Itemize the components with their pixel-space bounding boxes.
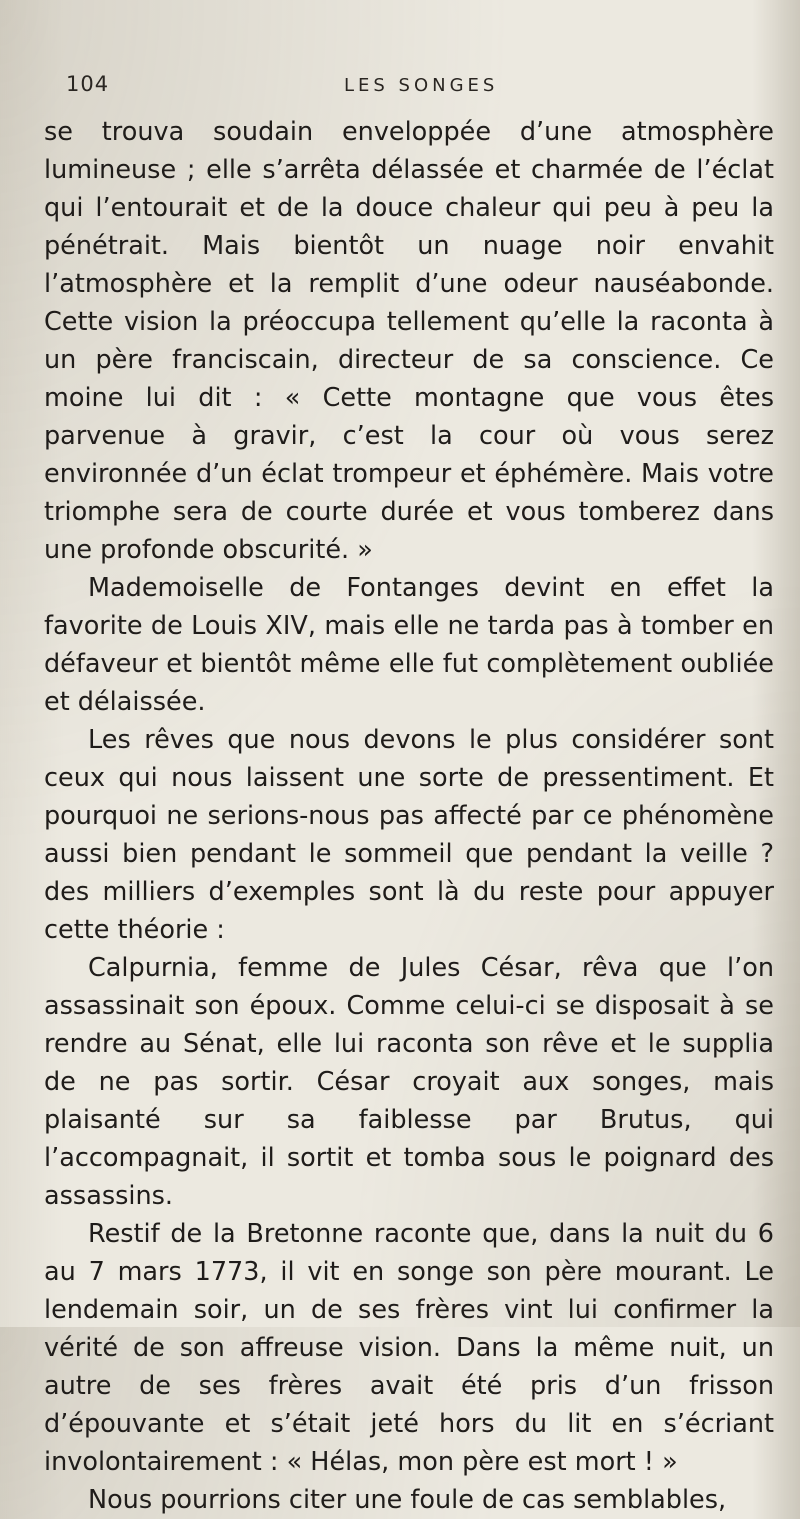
paragraph-4: Calpurnia, femme de Jules César, rêva que l’on assassinait son époux. Comme celui-ci se disposait à se rendre au Sénat, elle lui raconta son rêve et le supplia de ne pas sortir. César croyait aux songes, mais plaisanté sur sa faiblesse par Brutus, qui l’accompagnait, il sortit et tomba sous le poignard des assassins.	[44, 953, 774, 1211]
page-number: 104	[66, 72, 110, 96]
paragraph-6: Nous pourrions citer une foule de cas semblables,	[88, 1485, 727, 1515]
paragraph-1: se trouva soudain enveloppée d’une atmosphère lumineuse ; elle s’arrêta délassée et charmée de l’éclat qui l’entourait et de la douce chaleur qui peu à peu la pénétrait. Mais bientôt un nuage noir envahit l’atmosphère et la remplit d’une odeur nauséabonde. Cette vision la préoccupa tellement qu’elle la raconta à un père franciscain, directeur de sa conscience. Ce moine lui dit : « Cette montagne que vous êtes parvenue à gravir, c’est la cour où vous serez environnée d’un éclat trompeur et éphémère. Mais votre triomphe sera de courte durée et vous tomberez dans une profonde obscurité. »	[44, 117, 774, 565]
body-text	[44, 113, 774, 1519]
paragraph-5: Restif de la Bretonne raconte que, dans la nuit du 6 au 7 mars 1773, il vit en songe son père mourant. Le lendemain soir, un de ses frères vint lui confirmer la vérité de son affreuse vision. Dans la même nuit, un autre de ses frères avait été pris d’un frisson d’épouvante et s’était jeté hors du lit en s’écriant involontairement : « Hélas, mon père est mort ! »	[44, 1219, 774, 1477]
running-head	[66, 72, 786, 102]
paragraph-2: Mademoiselle de Fontanges devint en effet la favorite de Louis XIV, mais elle ne tarda pas à tomber en défaveur et bientôt même elle fut complètement oubliée et délaissée.	[44, 573, 774, 717]
paragraph-3: Les rêves que nous devons le plus considérer sont ceux qui nous laissent une sorte de pressentiment. Et pourquoi ne serions-nous pas affecté par ce phénomène aussi bien pendant le sommeil que pendant la veille ? des milliers d’exemples sont là du reste pour appuyer cette théorie :	[44, 725, 774, 945]
running-title: LES SONGES	[344, 75, 499, 96]
